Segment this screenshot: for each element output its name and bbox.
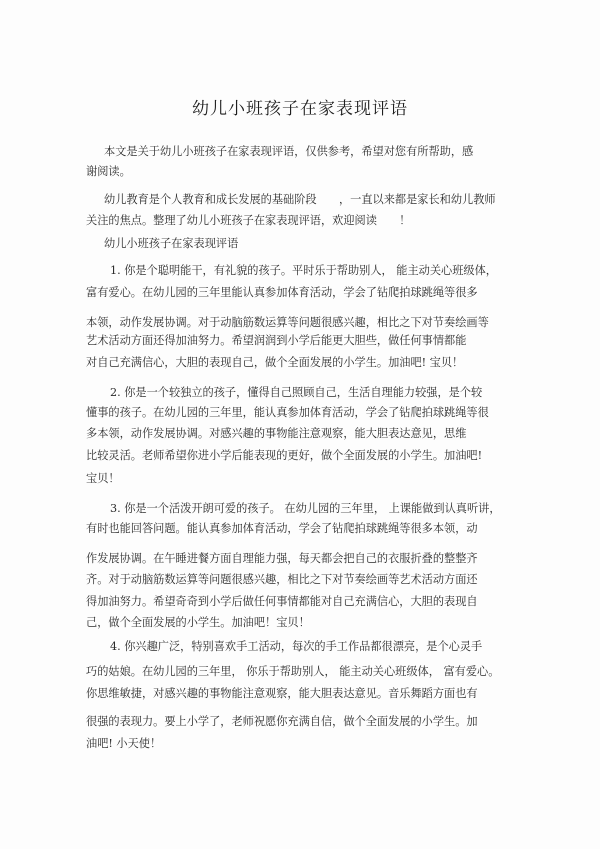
document-title: 幼儿小班孩子在家表现评语 [192,99,408,119]
paragraph-line: 己，做个全面发展的小学生。加油吧！宝贝！ [86,616,310,629]
paragraph-line: 你思维敏捷，对感兴趣的事物能注意观察，能大胆表达意见。音乐舞蹈方面也有 [86,687,478,700]
paragraph-line: 3. 你是一个活泼开朗可爱的孩子。 在幼儿园的三年里， 上课能做到认真听讲， [110,502,501,515]
paragraph-line: 2. 你是一个较独立的孩子，懂得自己照顾自己，生活自理能力较强，是个较 [110,386,483,399]
paragraph-line: 宝贝！ [86,472,120,485]
paragraph-line: 谢阅读。 [86,165,131,178]
paragraph-line: 富有爱心。在幼儿园的三年里能认真参加体育活动，学会了钻爬拍球跳绳等很多 [86,286,478,299]
paragraph-line: 懂事的孩子。在幼儿园的三年里，能认真参加体育活动，学会了钻爬拍球跳绳等很 [86,406,489,419]
paragraph-line: 本文是关于幼儿小班孩子在家表现评语，仅供参考，希望对您有所帮助，感 [104,145,474,158]
paragraph-line: 4. 你兴趣广泛，特别喜欢手工活动，每次的手工作品都很漂亮，是个心灵手 [110,640,483,653]
paragraph-line: 关注的焦点。整理了幼儿小班孩子在家表现评语，欢迎阅读 ！ [86,214,411,227]
paragraph-line: 作发展协调。在午睡进餐方面自理能力强，每天都会把自己的衣服折叠的整整齐 [86,552,478,565]
paragraph-line: 很强的表现力。要上小学了，老师祝愿你充满自信，做个全面发展的小学生。加 [86,715,478,728]
paragraph-line: 巧的姑娘。在幼儿园的三年里， 你乐于帮助别人， 能主动关心班级体， 富有爱心。 [86,665,500,678]
paragraph-line: 比较灵活。老师希望你进小学后能表现的更好，做个全面发展的小学生。加油吧! [86,449,483,462]
paragraph-line: 1. 你是个聪明能干，有礼貌的孩子。平时乐于帮助别人， 能主动关心班级体， [110,264,497,277]
paragraph-line: 艺术活动方面还得加油努力。希望润润到小学后能更大胆些，做任何事情都能 [86,334,467,347]
paragraph-line: 多本领，动作发展协调。对感兴趣的事物能注意观察，能大胆表达意见，思维 [86,427,467,440]
paragraph-line: 幼儿教育是个人教育和成长发展的基础阶段 ，一直以来都是家长和幼儿教师 [104,193,496,206]
paragraph-line: 齐。对于动脑筋数运算等问题很感兴趣，相比之下对节奏绘画等艺术活动方面还 [86,573,478,586]
paragraph-line: 油吧! 小天使！ [86,737,162,750]
paragraph-line: 对自己充满信心，大胆的表现自己，做个全面发展的小学生。加油吧! 宝贝！ [86,356,464,369]
paragraph-line: 有时也能回答问题。能认真参加体育活动，学会了钻爬拍球跳绳等很多本领，动 [86,522,478,535]
paragraph-line: 本领，动作发展协调。对于动脑筋数运算等问题很感兴趣，相比之下对节奏绘画等 [86,316,489,329]
paragraph-line: 得加油努力。希望奇奇到小学后做任何事情都能对自己充满信心，大胆的表现自 [86,595,478,608]
section-heading: 幼儿小班孩子在家表现评语 [104,237,239,250]
